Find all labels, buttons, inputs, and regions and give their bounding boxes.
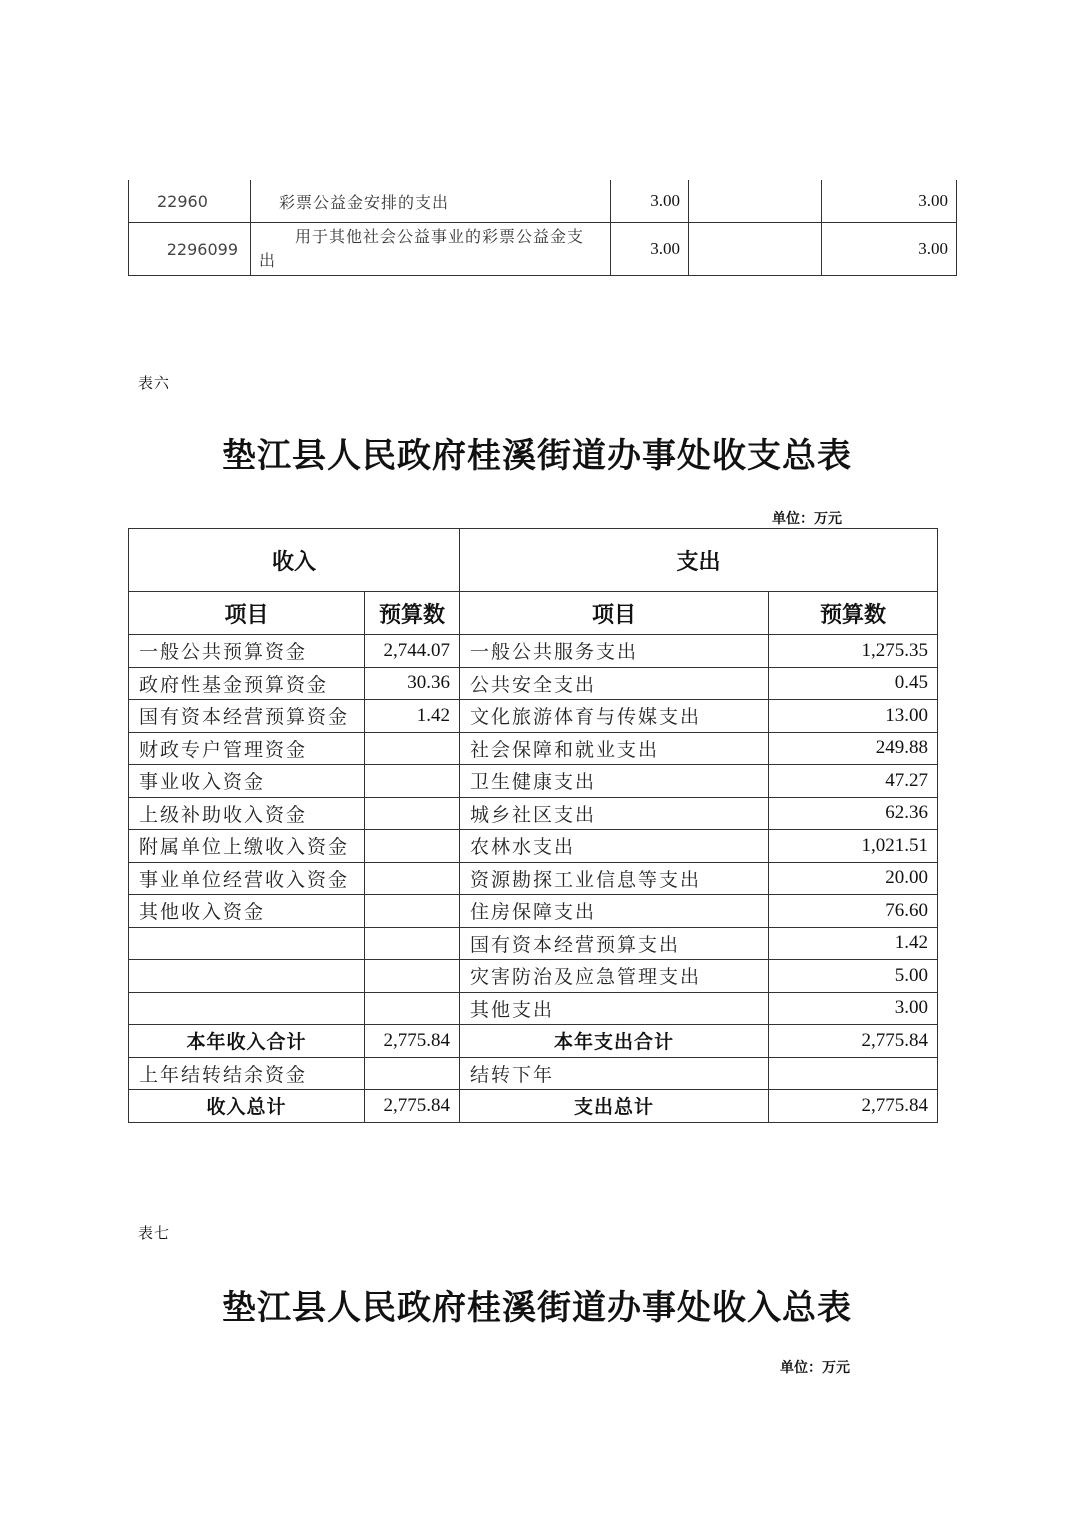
income-item: 国有资本经营预算资金	[129, 700, 365, 733]
year-income-total-label: 本年收入合计	[129, 1025, 365, 1058]
expense-item-header: 项目	[460, 592, 769, 635]
income-item: 上级补助收入资金	[129, 797, 365, 830]
carry-out-label: 结转下年	[460, 1057, 769, 1090]
amount-project: 3.00	[822, 223, 957, 276]
table-row	[129, 667, 938, 700]
expense-section-header: 支出	[460, 529, 938, 592]
table-number-label: 表六	[138, 374, 171, 392]
expense-amount: 1,021.51	[769, 830, 938, 863]
income-amount	[365, 927, 460, 960]
amount-total: 3.00	[611, 180, 689, 223]
expense-amount: 62.36	[769, 797, 938, 830]
income-item: 财政专户管理资金	[129, 732, 365, 765]
income-item: 事业收入资金	[129, 765, 365, 798]
table-row	[129, 732, 938, 765]
income-amount-header: 预算数	[365, 592, 460, 635]
income-amount	[365, 960, 460, 993]
table-row	[129, 635, 938, 668]
income-item	[129, 927, 365, 960]
function-name: 用于其他社会公益事业的彩票公益金支出	[251, 223, 611, 276]
function-name: 彩票公益金安排的支出	[251, 180, 611, 223]
expense-grand-total-label: 支出总计	[460, 1090, 769, 1123]
table-row	[129, 223, 957, 276]
table-row	[129, 927, 938, 960]
expense-amount: 249.88	[769, 732, 938, 765]
expense-item: 灾害防治及应急管理支出	[460, 960, 769, 993]
amount-project: 3.00	[822, 180, 957, 223]
carry-out-amount	[769, 1057, 938, 1090]
income-section-header: 收入	[129, 529, 460, 592]
carry-in-label: 上年结转结余资金	[129, 1057, 365, 1090]
expense-item: 农林水支出	[460, 830, 769, 863]
expense-item: 公共安全支出	[460, 667, 769, 700]
income-item	[129, 992, 365, 1025]
table-row	[129, 895, 938, 928]
income-item: 附属单位上缴收入资金	[129, 830, 365, 863]
expense-grand-total-amount: 2,775.84	[769, 1090, 938, 1123]
income-item: 其他收入资金	[129, 895, 365, 928]
income-item	[129, 960, 365, 993]
income-item-header: 项目	[129, 592, 365, 635]
income-expense-summary-table	[128, 528, 938, 1123]
carryover-row	[129, 1057, 938, 1090]
expense-item: 资源勘探工业信息等支出	[460, 862, 769, 895]
income-item: 事业单位经营收入资金	[129, 862, 365, 895]
expense-amount: 1,275.35	[769, 635, 938, 668]
table-number-label: 表七	[138, 1224, 171, 1242]
expense-item: 文化旅游体育与传媒支出	[460, 700, 769, 733]
table-row	[129, 960, 938, 993]
table-row	[129, 992, 938, 1025]
table-title: 垫江县人民政府桂溪街道办事处收入总表	[222, 1288, 852, 1328]
function-code: 22960	[129, 180, 251, 223]
expense-amount: 1.42	[769, 927, 938, 960]
income-amount	[365, 732, 460, 765]
expense-item: 其他支出	[460, 992, 769, 1025]
expense-item: 城乡社区支出	[460, 797, 769, 830]
amount-basic	[689, 223, 822, 276]
expense-item: 住房保障支出	[460, 895, 769, 928]
grand-total-row	[129, 1090, 938, 1123]
carry-in-amount	[365, 1057, 460, 1090]
income-amount: 2,744.07	[365, 635, 460, 668]
expense-amount: 3.00	[769, 992, 938, 1025]
expense-item: 一般公共服务支出	[460, 635, 769, 668]
expense-amount: 0.45	[769, 667, 938, 700]
income-amount	[365, 862, 460, 895]
income-amount: 1.42	[365, 700, 460, 733]
table-row	[129, 700, 938, 733]
function-code: 2296099	[129, 223, 251, 276]
expense-amount: 5.00	[769, 960, 938, 993]
expense-item: 国有资本经营预算支出	[460, 927, 769, 960]
year-expense-total-label: 本年支出合计	[460, 1025, 769, 1058]
expense-amount: 76.60	[769, 895, 938, 928]
income-grand-total-label: 收入总计	[129, 1090, 365, 1123]
table-title: 垫江县人民政府桂溪街道办事处收支总表	[222, 436, 852, 476]
expense-amount: 20.00	[769, 862, 938, 895]
year-income-total-amount: 2,775.84	[365, 1025, 460, 1058]
expense-item: 社会保障和就业支出	[460, 732, 769, 765]
expense-amount: 13.00	[769, 700, 938, 733]
income-item: 一般公共预算资金	[129, 635, 365, 668]
expense-amount: 47.27	[769, 765, 938, 798]
income-grand-total-amount: 2,775.84	[365, 1090, 460, 1123]
unit-label: 单位：万元	[772, 511, 842, 527]
table-row	[129, 180, 957, 223]
column-header-row	[129, 592, 938, 635]
expense-amount-header: 预算数	[769, 592, 938, 635]
income-amount	[365, 765, 460, 798]
income-item: 政府性基金预算资金	[129, 667, 365, 700]
previous-table-continuation	[128, 180, 957, 276]
income-amount: 30.36	[365, 667, 460, 700]
income-amount	[365, 895, 460, 928]
table-row	[129, 765, 938, 798]
income-amount	[365, 797, 460, 830]
expense-item: 卫生健康支出	[460, 765, 769, 798]
amount-total: 3.00	[611, 223, 689, 276]
income-amount	[365, 830, 460, 863]
income-amount	[365, 992, 460, 1025]
year-total-row	[129, 1025, 938, 1058]
table-row	[129, 797, 938, 830]
amount-basic	[689, 180, 822, 223]
year-expense-total-amount: 2,775.84	[769, 1025, 938, 1058]
table-row	[129, 862, 938, 895]
table-row	[129, 830, 938, 863]
unit-label: 单位：万元	[780, 1360, 850, 1376]
section-header-row	[129, 529, 938, 592]
